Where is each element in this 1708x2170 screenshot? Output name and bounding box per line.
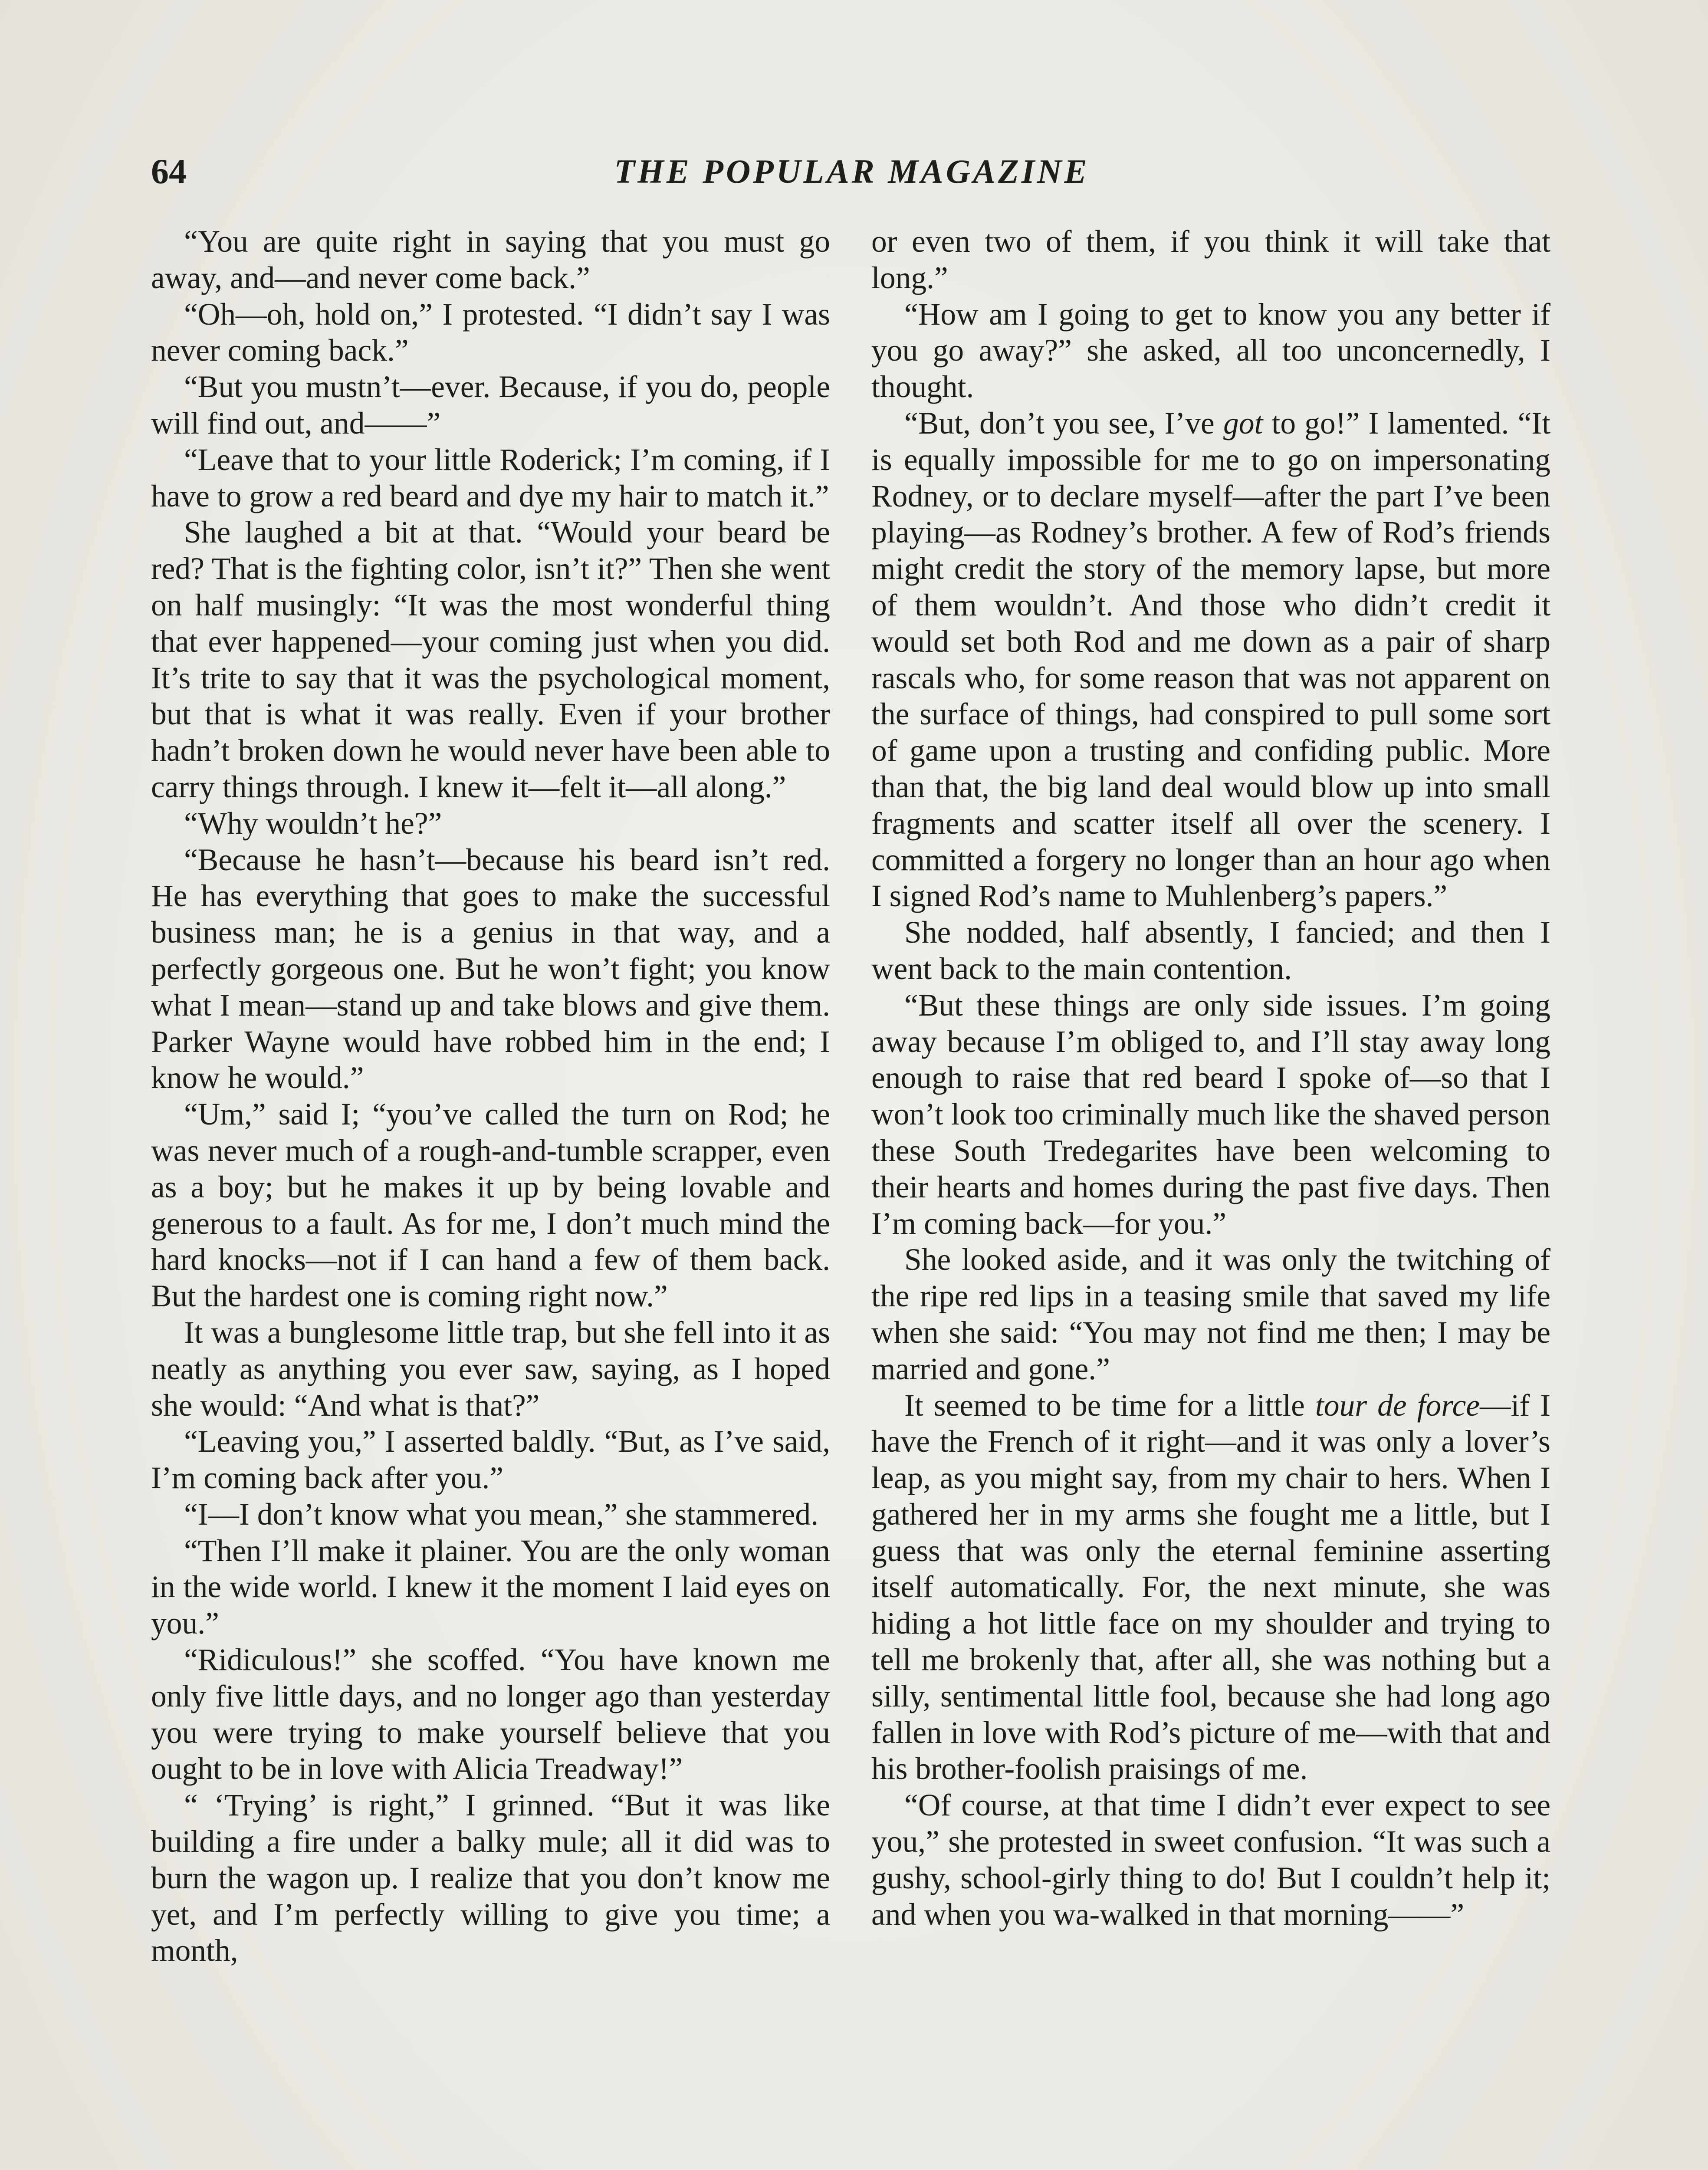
page-number: 64	[151, 151, 187, 191]
paragraph: She laughed a bit at that. “Would your beard be red? That is the fighting color, isn’t it?” Then she went on half musingly: “It was the most wonderful thing that ever happened—your coming just when you did. It’s trite to say that it was the psychological moment, but that is what it was really. Even if your brother hadn’t broken down he would never have been able to carry things through. I knew it—felt it—all along.”	[151, 515, 830, 804]
running-title: THE POPULAR MAGAZINE	[614, 152, 1090, 190]
paragraph: “Um,” said I; “you’ve called the turn on Rod; he was never much of a rough-and-tumble scrapper, even as a boy; but he makes it up by being lovable and generous to a fault. As for me, I don’t much mind the hard knocks—not if I can hand a few of them back. But the hardest one is coming right now.”	[151, 1097, 830, 1314]
paragraph: “But you mustn’t—ever. Because, if you do, people will find out, and——”	[151, 370, 830, 441]
paragraph: “I—I don’t know what you mean,” she stammered.	[184, 1497, 819, 1532]
paragraph: “Why wouldn’t he?”	[184, 806, 442, 841]
paragraph: “Leave that to your little Roderick; I’m coming, if I have to grow a red beard and dye my hair to match it.”	[151, 442, 830, 513]
continued-paragraph: or even two of them, if you think it will take that long.”	[871, 224, 1550, 295]
paragraph	[871, 1387, 1550, 1788]
italic-text: got	[1223, 406, 1263, 441]
text-run: It seemed to be time for a little	[904, 1388, 1315, 1423]
paragraph: “Leaving you,” I asserted baldly. “But, as I’ve said, I’m coming back after you.”	[151, 1424, 830, 1496]
paragraph	[871, 405, 1550, 914]
paragraph: “ ‘Trying’ is right,” I grinned. “But it was like building a fire under a balky mule; all it did was to burn the wagon up. I realize that you don’t know me yet, and I’m perfectly willing to give you time; a month,	[151, 1788, 830, 1968]
paragraph: It was a bunglesome little trap, but she fell into it as neatly as anything you ever saw, saying, as I hoped she would: “And what is that?”	[151, 1315, 830, 1423]
paragraph: “Then I’ll make it plainer. You are the only woman in the wide world. I knew it the moment I laid eyes on you.”	[151, 1533, 830, 1641]
paragraph: “Of course, at that time I didn’t ever expect to see you,” she protested in sweet confusion. “It was such a gushy, school-girly thing to do! But I couldn’t help it; and when you wa-walked in that morning——”	[871, 1788, 1550, 1932]
paragraph: “Because he hasn’t—because his beard isn’t red. He has everything that goes to make the successful business man; he is a genius in that way, and a perfectly gorgeous one. But he won’t fight; you know what I mean—stand up and take blows and give them. Parker Wayne would have robbed him in the end; I know he would.”	[151, 842, 830, 1095]
right-column	[871, 224, 1550, 1933]
italic-text: tour de force	[1315, 1388, 1480, 1423]
paragraph: She nodded, half absently, I fancied; and then I went back to the main contention.	[871, 915, 1550, 986]
paragraph: “But these things are only side issues. I’m going away because I’m obliged to, and I’ll stay away long enough to raise that red beard I spoke of—so that I won’t look too criminally much like the shaved person these South Tredegarites have been welcoming to their hearts and homes during the past five days. Then I’m coming back—for you.”	[871, 988, 1550, 1241]
left-column	[151, 224, 830, 1969]
text-run: —if I have the French of it right—and it was only a lover’s leap, as you might say, from my chair to hers. When I gathered her in my arms she fought me a little, but I guess that was only the eternal feminine asserting itself automatically. For, the next minute, she was hiding a hot little face on my shoulder and trying to tell me brokenly that, after all, she was nothing but a silly, sentimental little fool, because she had long ago fallen in love with Rod’s picture of me—with that and his brother-foolish praisings of me.	[871, 1388, 1550, 1786]
paragraph: “How am I going to get to know you any better if you go away?” she asked, all too unconcernedly, I thought.	[871, 297, 1550, 404]
text-run: to go!” I lamented. “It is equally impossible for me to go on impersonating Rodney, or to declare myself—after the part I’ve been playing—as Rodney’s brother. A few of Rod’s friends might credit the story of the memory lapse, but more of them wouldn’t. And those who didn’t credit it would set both Rod and me down as a pair of sharp rascals who, for some reason that was not apparent on the surface of things, had conspired to pull some sort of game upon a trusting and confiding public. More than that, the big land deal would blow up into small fragments and scatter itself all over the scenery. I committed a forgery no longer than an hour ago when I signed Rod’s name to Muhlenberg’s papers.”	[871, 406, 1551, 914]
paragraph: “You are quite right in saying that you must go away, and—and never come back.”	[151, 224, 830, 295]
paragraph: “Oh—oh, hold on,” I protested. “I didn’t say I was never coming back.”	[151, 297, 830, 368]
paragraph: She looked aside, and it was only the twitching of the ripe red lips in a teasing smile that saved my life when she said: “You may not find me then; I may be married and gone.”	[871, 1243, 1550, 1386]
page-header	[151, 148, 1553, 195]
text-run: “But, don’t you see, I’ve	[904, 406, 1223, 441]
paragraph: “Ridiculous!” she scoffed. “You have known me only five little days, and no longer ago than yesterday you were trying to make yourself believe that you ought to be in love with Alicia Treadway!”	[151, 1643, 830, 1786]
